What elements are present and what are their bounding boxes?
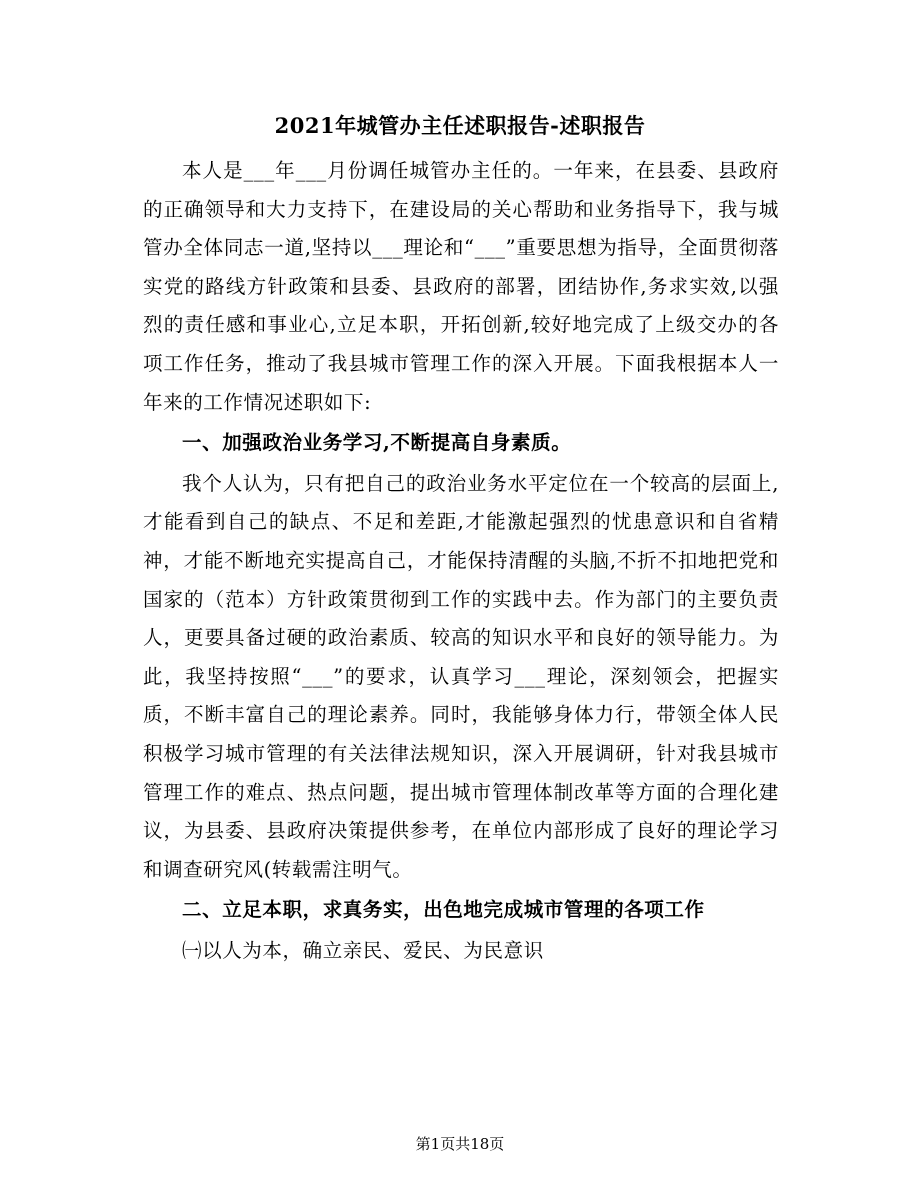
page-footer: 第1页共18页: [415, 1135, 505, 1153]
section-1-paragraph: 我个人认为，只有把自己的政治业务水平定位在一个较高的层面上,才能看到自己的缺点、不足和差距,才能激起强烈的忧患意识和自省精神，才能不断地充实提高自己，才能保持清醒的头脑,不折不扣地把党和国家的（范本）方针政策贯彻到工作的实践中去。作为部门的主要负责人，更要具备过硬的政治素质、较高的知识水平和良好的领导能力。为此，我坚持按照“___”的要求，认真学习___理论，深刻领会，把握实质，不断丰富自己的理论素养。同时，我能够身体力行，带领全体人民积极学习城市管理的有关法律法规知识，深入开展调研，针对我县城市管理工作的难点、热点问题，提出城市管理体制改革等方面的合理化建议，为县委、县政府决策提供参考，在单位内部形成了良好的理论学习和调查研究风(转载需注明气。: [143, 471, 779, 881]
intro-paragraph: 本人是___年___月份调任城管办主任的。一年来，在县委、县政府的正确领导和大力支持下，在建设局的关心帮助和业务指导下，我与城管办全体同志一道,坚持以___理论和“___”重要思想为指导，全面贯彻落实党的路线方针政策和县委、县政府的部署，团结协作,务求实效,以强烈的责任感和事业心,立足本职，开拓创新,较好地完成了上级交办的各项工作任务，推动了我县城市管理工作的深入开展。下面我根据本人一年来的工作情况述职如下:: [143, 159, 779, 414]
subsection-heading-1: ㈠以人为本，确立亲民、爱民、为民意识: [182, 938, 544, 962]
document-title: 2021年城管办主任述职报告-述职报告: [274, 113, 646, 138]
section-heading-2: 二、立足本职，求真务实，出色地完成城市管理的各项工作: [182, 898, 705, 922]
document-body: [143, 152, 779, 970]
section-heading-1: 一、加强政治业务学习,不断提高自身素质。: [182, 431, 572, 455]
